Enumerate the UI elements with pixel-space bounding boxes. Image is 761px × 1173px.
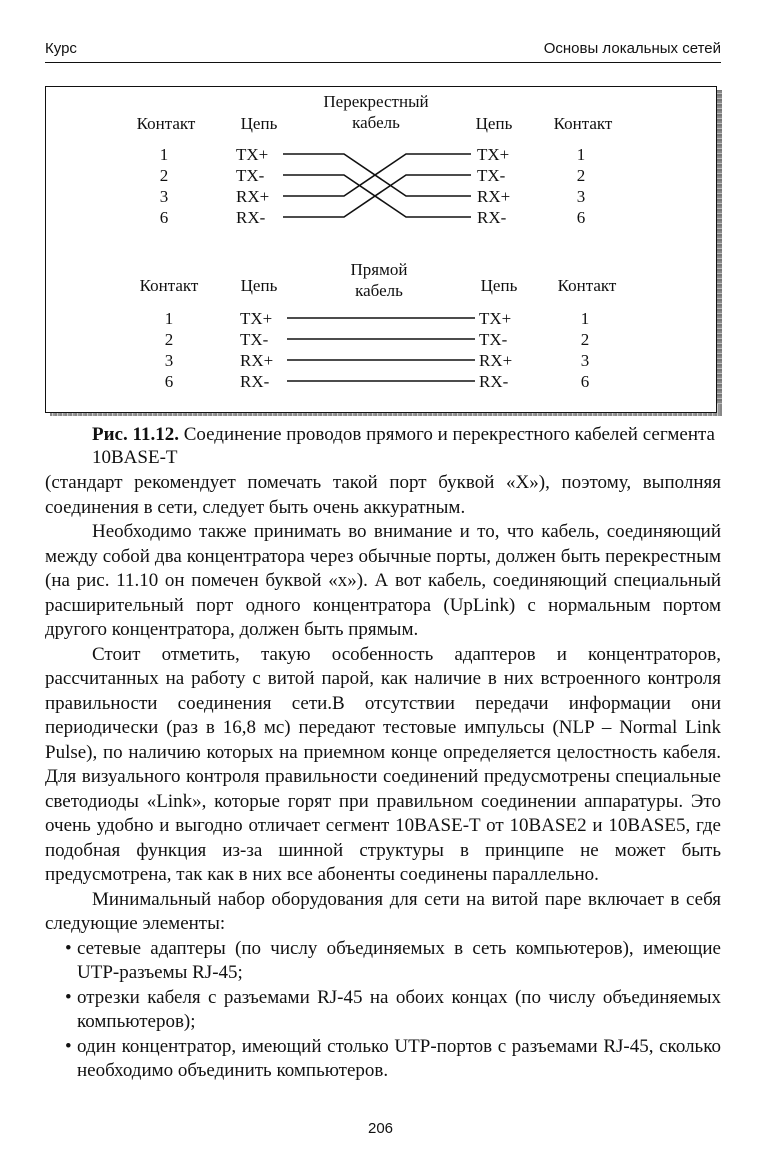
paragraph: Необходимо также принимать во внимание и то, что кабель, соединяющий между собой два концентратора через обычные порты, должен быть перекрестным (на рис. 11.10 он помечен буквой «x»). А вот кабель, соединяющий специальный расширительный порт одного концентратора (UpLink) с нормальным портом другого концентратора, должен быть прямым. [45,521,721,640]
list-item-text: один концентратор, имеющий столько UTP-портов с разъемами RJ-45, сколько необходимо объединить компьютеров. [77,1035,721,1081]
paragraph: Минимальный набор оборудования для сети на витой паре включает в себя следующие элементы: [45,888,721,934]
figure-caption-label: Рис. 11.12. [92,424,179,445]
crossed-circuit-left: RX+ [236,187,270,206]
header-rule [45,62,721,63]
crossed-contact-header-left: Контакт [136,114,196,133]
straight-contact-header-right: Контакт [557,276,617,295]
crossed-contact-left: 2 [159,166,169,185]
crossed-circuit-right: TX- [477,166,506,185]
straight-contact-right: 1 [580,309,590,328]
crossed-circuit-right: RX+ [477,187,511,206]
crossed-circuit-right: RX- [477,208,507,227]
straight-circuit-left: TX+ [240,309,273,328]
straight-contact-header-left: Контакт [139,276,199,295]
straight-circuit-right: RX+ [479,351,513,370]
straight-contact-right: 6 [580,372,590,391]
crossed-wires [283,154,471,217]
straight-circuit-header-right: Цепь [480,276,518,295]
straight-title-line1: Прямой [350,260,408,279]
crossed-contact-left: 6 [159,208,169,227]
straight-contact-right: 2 [580,330,590,349]
list-item [45,1035,721,1084]
header-course-label: Курс [45,40,77,57]
straight-circuit-header-left: Цепь [240,276,278,295]
bullet-icon: • [65,986,72,1008]
crossed-title-line1: Перекрестный [323,92,429,111]
cable-wiring-figure [45,86,717,413]
crossed-contact-left: 3 [159,187,169,206]
figure-caption [92,423,717,469]
crossed-circuit-left: RX- [236,208,266,227]
crossed-title-line2: кабель [352,113,400,132]
crossed-circuit-left: TX+ [236,145,269,164]
paragraph: (стандарт рекомендует помечать такой порт буквой «X»), поэтому, выполняя соединения в сети, следует быть очень аккуратным. [45,472,721,518]
crossed-circuit-header-left: Цепь [240,114,278,133]
straight-contact-right: 3 [580,351,590,370]
figure-caption-text: Соединение проводов прямого и перекрестного кабелей сегмента 10BASE-T [92,424,715,468]
straight-circuit-left: RX+ [240,351,274,370]
crossed-contact-right: 1 [576,145,586,164]
wiring-diagram [46,87,716,412]
straight-circuit-left: TX- [240,330,269,349]
crossed-contact-header-right: Контакт [553,114,613,133]
running-header [45,40,721,62]
list-item [45,937,721,986]
straight-wires [287,318,475,381]
list-item-text: сетевые адаптеры (по числу объединяемых в сеть компьютеров), имеющие UTP-разъемы RJ-45; [77,937,721,983]
crossed-circuit-left: TX- [236,166,265,185]
crossed-circuit-header-right: Цепь [475,114,513,133]
crossed-contact-right: 6 [576,208,586,227]
straight-contact-left: 2 [164,330,174,349]
page-number: 206 [367,1120,394,1137]
paragraph: Стоит отметить, такую особенность адаптеров и концентраторов, рассчитанных на работу с витой парой, как наличие в них встроенного контроля правильности соединения сети.В отсутствии передачи информации они периодически (раз в 16,8 мс) передают тестовые импульсы (NLP – Normal Link Pulse), по наличию которых на приемном конце определяется целостность кабеля. Для визуального контроля правильности соединений предусмотрены специальные светодиоды «Link», которые горят при правильном соединении аппаратуры. Это очень удобно и выгодно отличает сегмент 10BASE-T от 10BASE2 и 10BASE5, где подобная функция из-за шинной структуры в принципе не может быть предусмотрена, так как в них все абоненты соединены параллельно. [45,643,721,885]
straight-contact-left: 6 [164,372,174,391]
straight-contact-left: 1 [164,309,174,328]
crossed-contact-left: 1 [159,145,169,164]
list-item-text: отрезки кабеля с разъемами RJ-45 на обоих концах (по числу объединяемых компьютеров); [77,986,721,1032]
bullet-icon: • [65,937,72,959]
straight-title-line2: кабель [355,281,403,300]
list-item [45,986,721,1035]
body-text [45,471,721,1084]
equipment-list [45,937,721,1084]
bullet-icon: • [65,1035,72,1057]
straight-contact-left: 3 [164,351,174,370]
straight-circuit-right: TX- [479,330,508,349]
straight-circuit-right: TX+ [479,309,512,328]
straight-circuit-left: RX- [240,372,270,391]
header-section-title: Основы локальных сетей [543,40,721,57]
straight-circuit-right: RX- [479,372,509,391]
crossed-contact-right: 2 [576,166,586,185]
crossed-circuit-right: TX+ [477,145,510,164]
crossed-contact-right: 3 [576,187,586,206]
